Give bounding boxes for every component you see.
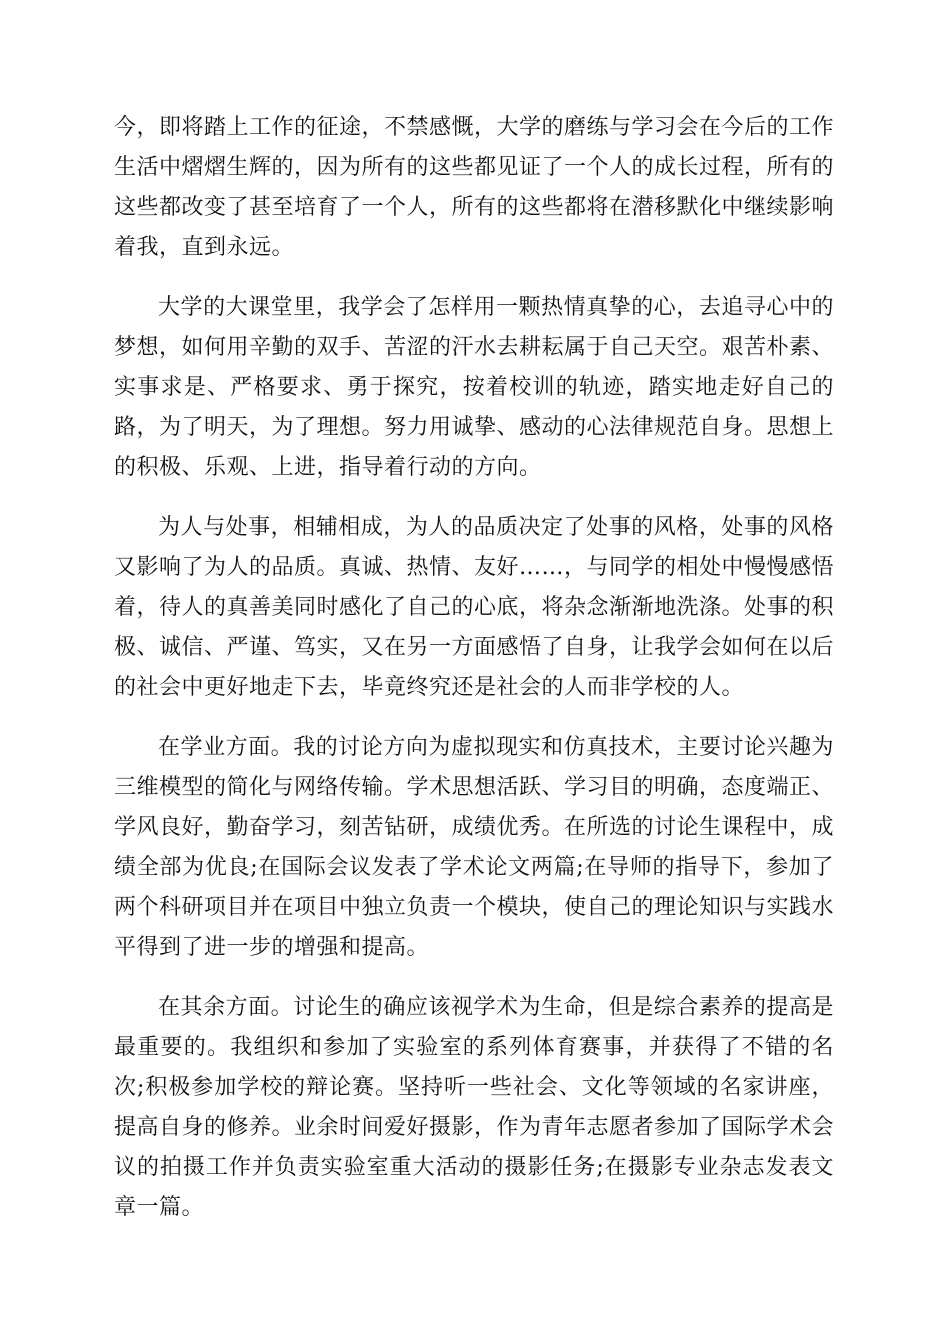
paragraph-other-aspects: 在其余方面。讨论生的确应该视学术为生命，但是综合素养的提高是最重要的。我组织和参加了实验室的系列体育赛事，并获得了不错的名次;积极参加学校的辩论赛。坚持听一些社会、文化等领域的名家讲座，提高自身的修养。业余时间爱好摄影，作为青年志愿者参加了国际学术会议的拍摄工作并负责实验室重大活动的摄影任务;在摄影专业杂志发表文章一篇。 [114, 995, 835, 1220]
paragraph-classroom: 大学的大课堂里，我学会了怎样用一颗热情真挚的心，去追寻心中的梦想，如何用辛勤的双手、苦涩的汗水去耕耘属于自己天空。艰苦朴素、实事求是、严格要求、勇于探究，按着校训的轨迹，踏实地走好自己的路，为了明天，为了理想。努力用诚挚、感动的心法律规范自身。思想上的积极、乐观、上进，指导着行动的方向。 [114, 295, 835, 480]
paragraph-academics: 在学业方面。我的讨论方向为虚拟现实和仿真技术，主要讨论兴趣为三维模型的简化与网络传输。学术思想活跃、学习目的明确，态度端正、学风良好，勤奋学习，刻苦钻研，成绩优秀。在所选的讨论生课程中，成绩全部为优良;在国际会议发表了学术论文两篇;在导师的指导下，参加了两个科研项目并在项目中独立负责一个模块，使自己的理论知识与实践水平得到了进一步的增强和提高。 [114, 735, 835, 960]
document-page [114, 108, 834, 1248]
paragraph-conduct: 为人与处事，相辅相成，为人的品质决定了处事的风格，处事的风格又影响了为人的品质。真诚、热情、友好……，与同学的相处中慢慢感悟着，待人的真善美同时感化了自己的心底，将杂念渐渐地洗涤。处事的积极、诚信、严谨、笃实，又在另一方面感悟了自身，让我学会如何在以后的社会中更好地走下去，毕竟终究还是社会的人而非学校的人。 [114, 515, 835, 700]
paragraph-continuation: 今，即将踏上工作的征途，不禁感慨，大学的磨练与学习会在今后的工作生活中熠熠生辉的，因为所有的这些都见证了一个人的成长过程，所有的这些都改变了甚至培育了一个人，所有的这些都将在潜移默化中继续影响着我，直到永远。 [114, 115, 835, 260]
